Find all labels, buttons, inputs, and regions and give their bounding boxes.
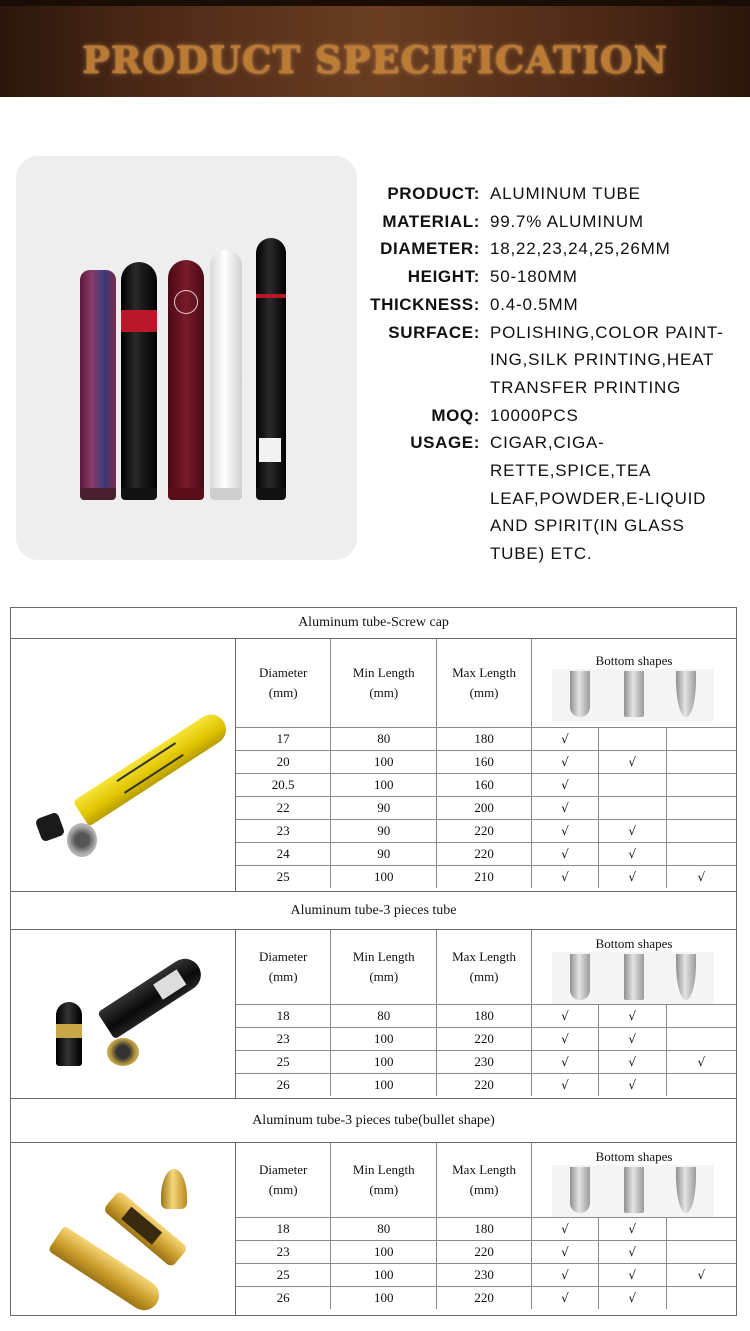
spec-row-height (360, 263, 750, 291)
header-min-length: Min Length (mm) (331, 930, 437, 1004)
spec-row-material (360, 208, 750, 236)
table-row: 23 100 220 √ √ (236, 1027, 736, 1050)
spec-row-usage (360, 429, 750, 568)
header-min-length: Min Length (mm) (331, 639, 437, 727)
tube-black-image (256, 238, 286, 490)
table-row: 25 100 230 √ √ √ (236, 1050, 736, 1073)
table-row: 20 100 160 √ √ (236, 750, 736, 773)
table-row: 25 100 230 √ √ √ (236, 1263, 736, 1286)
header-max-length: Max Length (mm) (437, 930, 532, 1004)
spec-row-diameter (360, 235, 750, 263)
spec-value: 99.7% ALUMINUM (490, 211, 644, 231)
spec-label: USAGE: (410, 433, 480, 453)
screw-cap-tube-image (11, 639, 236, 891)
tube-white-image (210, 250, 242, 490)
table-row: 17 80 180 √ (236, 727, 736, 750)
bottom-shapes-image (552, 669, 714, 721)
header-diameter: Diameter (mm) (236, 1143, 331, 1217)
header-max-length: Max Length (mm) (437, 639, 532, 727)
header-diameter: Diameter (mm) (236, 930, 331, 1004)
table-row: 18 80 180 √ √ (236, 1004, 736, 1027)
table-row: 25 100 210 √ √ √ (236, 865, 736, 888)
bottom-shapes-image (552, 1165, 714, 1217)
spec-table (236, 1143, 736, 1309)
spec-row-product (360, 180, 750, 208)
table-row: 18 80 180 √ √ (236, 1217, 736, 1240)
three-pieces-tube-image (11, 930, 236, 1098)
section-title: Aluminum tube-Screw cap (11, 608, 736, 639)
spec-label: THICKNESS: (370, 294, 480, 314)
section-title: Aluminum tube-3 pieces tube(bullet shape) (11, 1099, 736, 1143)
spec-value: 10000PCS (490, 405, 579, 425)
spec-label: HEIGHT: (407, 267, 480, 287)
tube-burgundy-image (168, 260, 204, 490)
spec-row-moq (360, 402, 750, 430)
spec-value: 0.4-0.5MM (490, 294, 579, 314)
tube-purple-image (80, 270, 116, 490)
spec-label: MOQ: (431, 405, 480, 425)
spec-value: ALUMINUM TUBE (490, 184, 641, 203)
header-min-length: Min Length (mm) (331, 1143, 437, 1217)
product-photo (16, 156, 357, 560)
spec-value: POLISHING,COLOR PAINT-ING,SILK PRINTING,HEAT TRANSFER PRINTING (490, 322, 724, 397)
spec-row-surface (360, 319, 750, 402)
bullet-tube-image (11, 1143, 236, 1315)
spec-row-thickness (360, 291, 750, 319)
table-screw-cap (10, 607, 737, 892)
header-max-length: Max Length (mm) (437, 1143, 532, 1217)
tube-black-red-image (121, 262, 157, 490)
header-diameter: Diameter (mm) (236, 639, 331, 727)
bottom-shapes-image (552, 952, 714, 1004)
spec-value: CIGAR,CIGA-RETTE,SPICE,TEA LEAF,POWDER,E-LIQUID AND SPIRIT(IN GLASS TUBE) ETC. (490, 433, 707, 564)
spec-label: DIAMETER: (380, 239, 480, 259)
header-bottom-shapes: Bottom shapes (531, 639, 736, 727)
spec-label: MATERIAL: (382, 211, 480, 231)
table-bullet-shape (10, 1098, 737, 1316)
header-banner (0, 0, 750, 97)
spec-table (236, 930, 736, 1096)
section-title: Aluminum tube-3 pieces tube (11, 892, 736, 930)
header-bottom-shapes: Bottom shapes (531, 930, 736, 1004)
spec-table (236, 639, 736, 888)
spec-value: 18,22,23,24,25,26MM (490, 239, 671, 259)
table-row: 23 100 220 √ √ (236, 1240, 736, 1263)
table-row: 20.5 100 160 √ (236, 773, 736, 796)
table-row: 22 90 200 √ (236, 796, 736, 819)
table-row: 24 90 220 √ √ (236, 842, 736, 865)
table-3-pieces (10, 891, 737, 1099)
spec-label: PRODUCT: (387, 184, 480, 203)
table-row: 23 90 220 √ √ (236, 819, 736, 842)
spec-value: 50-180MM (490, 267, 578, 287)
page-title: PRODUCT SPECIFICATION (81, 38, 669, 82)
table-row: 26 100 220 √ √ (236, 1286, 736, 1309)
header-bottom-shapes: Bottom shapes (531, 1143, 736, 1217)
spec-list (360, 180, 750, 568)
spec-label: SURFACE: (388, 322, 480, 342)
table-row: 26 100 220 √ √ (236, 1073, 736, 1096)
